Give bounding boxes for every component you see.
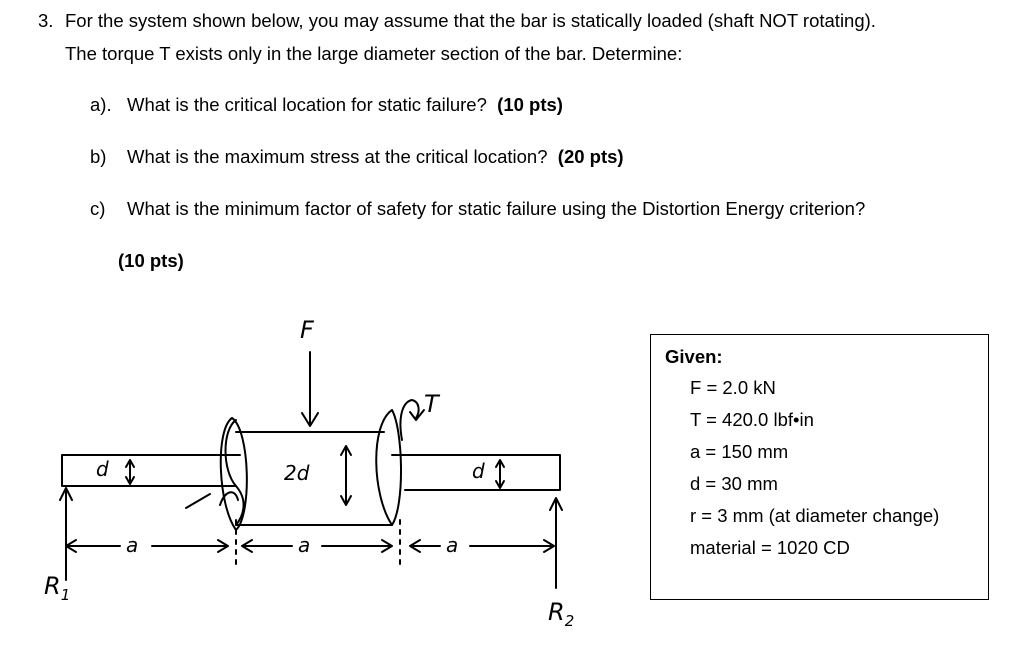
small-diameter-arrow-right <box>496 460 504 488</box>
part-b-points: (20 pts) <box>557 146 624 167</box>
force-label: F <box>300 316 314 344</box>
left-reaction-arrow <box>60 488 72 580</box>
given-fillet-radius: r = 3 mm (at diameter change) <box>690 505 940 526</box>
part-c-question: What is the minimum factor of safety for static failure using the Distortion Energy criterion? <box>127 198 866 219</box>
large-diameter-arrow <box>341 446 351 505</box>
given-length: a = 150 mm <box>690 441 789 462</box>
given-force: F = 2.0 kN <box>690 377 776 398</box>
length-label-left: a <box>126 533 139 557</box>
reaction-left-symbol: R <box>44 572 61 600</box>
large-diameter-label: 2d <box>284 461 310 485</box>
force-arrow <box>302 352 318 426</box>
length-label-right: a <box>446 533 459 557</box>
part-b-letter: b) <box>90 146 107 167</box>
dimension-a-right <box>410 540 554 552</box>
given-diameter: d = 30 mm <box>690 473 778 494</box>
left-shaft-section <box>62 455 240 486</box>
reaction-right-symbol: R <box>548 598 565 626</box>
problem-number: 3. <box>38 10 54 31</box>
given-title: Given: <box>665 346 723 367</box>
part-b-text: What is the maximum stress at the critical location? <box>127 146 548 167</box>
part-a-text: What is the critical location for static failure? <box>127 94 487 115</box>
reaction-right-subscript: 2 <box>564 612 575 630</box>
part-a-letter: a). <box>90 94 112 115</box>
given-material: material = 1020 CD <box>690 537 850 558</box>
given-torque: T = 420.0 lbf•in <box>690 409 814 430</box>
torque-label: T <box>424 390 439 418</box>
dimension-a-left <box>66 540 228 552</box>
reaction-left-subscript: 1 <box>60 586 71 604</box>
right-reaction-arrow <box>550 498 562 588</box>
small-diameter-arrow-left <box>126 460 134 484</box>
reaction-torque-arrow <box>186 492 238 508</box>
part-c-letter: c) <box>90 198 106 219</box>
small-diameter-label-right: d <box>472 459 485 483</box>
given-box <box>650 334 989 600</box>
reaction-right-label <box>548 598 574 630</box>
part-a-points: (10 pts) <box>497 94 563 115</box>
length-label-middle: a <box>298 533 311 557</box>
small-diameter-label-left: d <box>96 457 109 481</box>
middle-shaft-section <box>236 432 392 525</box>
right-step-curve <box>376 410 401 525</box>
problem-statement-line1: For the system shown below, you may assume that the bar is statically loaded (shaft NOT rotating). <box>65 10 876 31</box>
torque-arrow <box>400 400 424 440</box>
dimension-a-middle <box>242 540 392 552</box>
left-step-oval <box>221 418 247 530</box>
part-c-points: (10 pts) <box>118 250 184 271</box>
problem-statement-line2: The torque T exists only in the large diameter section of the bar. Determine: <box>65 43 683 64</box>
